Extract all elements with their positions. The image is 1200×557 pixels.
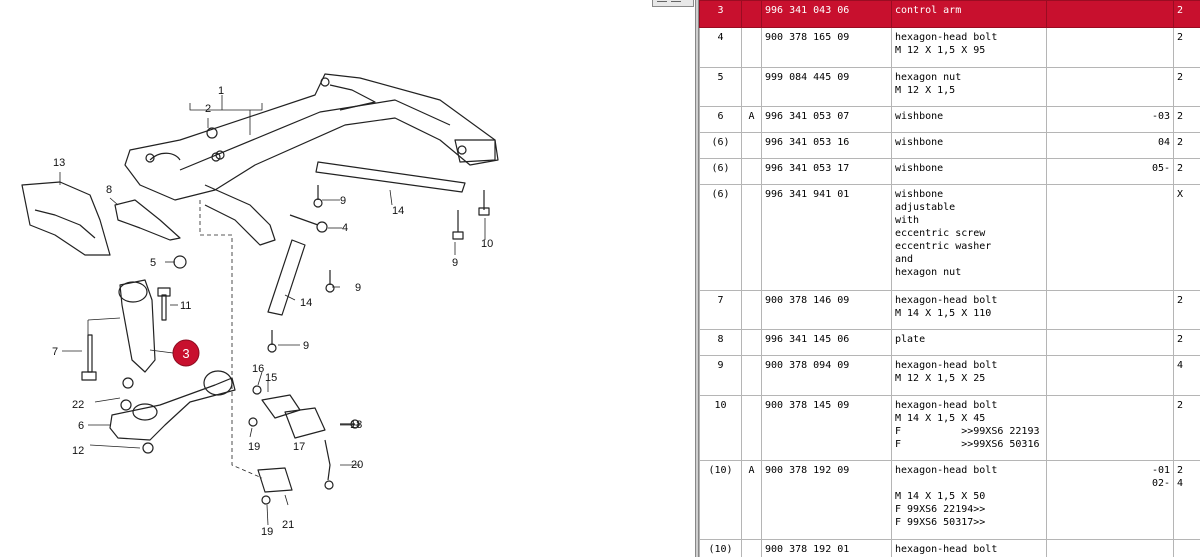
remark-cell xyxy=(1047,185,1174,291)
description-line: hexagon nut xyxy=(895,72,962,83)
note-cell xyxy=(742,291,762,330)
description-line: hexagon-head bolt xyxy=(895,465,998,476)
quantity-cell xyxy=(1174,68,1200,107)
parts-table xyxy=(699,0,1200,557)
quantity-line: 2 xyxy=(1177,400,1184,411)
callout-3-label: 3 xyxy=(182,346,190,361)
quantity-line xyxy=(1177,543,1197,556)
note-cell xyxy=(742,28,762,68)
callout-14-lower: 14 xyxy=(300,297,313,309)
description-line: M 12 X 1,5 X 25 xyxy=(895,373,986,384)
note-cell xyxy=(742,1,762,28)
quantity-line: 2 xyxy=(1177,334,1184,345)
description-line: hexagon-head bolt xyxy=(895,32,998,43)
remark-cell xyxy=(1047,461,1174,540)
description-cell xyxy=(892,461,1047,540)
remark-line: 05- xyxy=(1151,163,1170,174)
quantity-line: 2 xyxy=(1177,32,1184,43)
callout-19-upper: 19 xyxy=(248,441,261,453)
quantity-cell xyxy=(1174,291,1200,330)
description-cell xyxy=(892,68,1047,107)
position-cell: 8 xyxy=(700,330,742,356)
remark-line xyxy=(1050,4,1170,17)
description-line: M 12 X 1,5 X 95 xyxy=(895,45,986,56)
fasteners-drawing xyxy=(82,128,489,504)
callout-5: 5 xyxy=(150,257,157,269)
part-row[interactable] xyxy=(700,330,1200,356)
part-row[interactable] xyxy=(700,396,1200,461)
part-row[interactable] xyxy=(700,461,1200,540)
remark-cell xyxy=(1047,68,1174,107)
part-number-cell: 999 084 445 09 xyxy=(762,68,892,107)
callout-2: 2 xyxy=(205,103,212,115)
callout-18: 18 xyxy=(350,419,363,431)
description-line: F >>99XS6 50316 xyxy=(895,439,1040,450)
description-line: hexagon nut xyxy=(895,267,962,278)
brace-upper-drawing xyxy=(316,162,465,192)
remark-cell xyxy=(1047,291,1174,330)
part-number-cell: 996 341 941 01 xyxy=(762,185,892,291)
part-number-cell: 900 378 192 09 xyxy=(762,461,892,540)
position-cell: (6) xyxy=(700,185,742,291)
callout-3-highlight[interactable] xyxy=(150,340,199,366)
quantity-line: 2 xyxy=(1177,163,1184,174)
quantity-cell xyxy=(1174,185,1200,291)
part-number-cell: 996 341 053 16 xyxy=(762,133,892,159)
part-row[interactable] xyxy=(700,1,1200,28)
description-cell xyxy=(892,185,1047,291)
position-cell: 4 xyxy=(700,28,742,68)
note-cell xyxy=(742,356,762,396)
callout-9-upper: 9 xyxy=(340,195,347,207)
window-restore-button[interactable] xyxy=(652,0,694,7)
remark-cell xyxy=(1047,540,1174,557)
position-cell: (6) xyxy=(700,133,742,159)
note-cell xyxy=(742,540,762,557)
callout-11: 11 xyxy=(180,300,192,312)
quantity-cell xyxy=(1174,396,1200,461)
quantity-cell xyxy=(1174,159,1200,185)
description-line: eccentric screw xyxy=(895,228,986,239)
remark-cell xyxy=(1047,396,1174,461)
description-cell xyxy=(892,330,1047,356)
part-row[interactable] xyxy=(700,133,1200,159)
description-line: wishbone xyxy=(895,111,944,122)
callout-13: 13 xyxy=(53,157,66,169)
remark-cell xyxy=(1047,356,1174,396)
remark-line xyxy=(1050,333,1170,346)
remark-line xyxy=(1050,71,1170,84)
quantity-line: 2 xyxy=(1177,5,1184,16)
remark-line xyxy=(1050,359,1170,372)
description-line: M 14 X 1,5 X 110 xyxy=(895,308,992,319)
control-arm-drawing xyxy=(120,280,155,372)
plate-13-drawing xyxy=(22,182,113,255)
description-line: F 99XS6 50317>> xyxy=(895,517,986,528)
quantity-cell xyxy=(1174,28,1200,68)
description-cell xyxy=(892,159,1047,185)
description-line: hexagon-head bolt xyxy=(895,295,998,306)
description-cell xyxy=(892,356,1047,396)
callout-19-lower: 19 xyxy=(261,526,274,538)
remark-line: 02- xyxy=(1151,478,1170,489)
description-line: F >>99XS6 22193 xyxy=(895,426,1040,437)
quantity-line: 2 xyxy=(1177,72,1184,83)
remark-line xyxy=(1050,399,1170,412)
part-number-cell: 900 378 145 09 xyxy=(762,396,892,461)
part-row[interactable] xyxy=(700,28,1200,68)
part-row[interactable] xyxy=(700,159,1200,185)
button-line-icon xyxy=(657,1,667,5)
note-cell xyxy=(742,185,762,291)
part-number-cell: 900 378 146 09 xyxy=(762,291,892,330)
position-cell: 7 xyxy=(700,291,742,330)
callout-9-lower: 9 xyxy=(303,340,310,352)
callout-7: 7 xyxy=(52,346,59,358)
position-cell: 9 xyxy=(700,356,742,396)
callout-1: 1 xyxy=(218,85,225,97)
remark-line: 04 xyxy=(1157,137,1170,148)
note-cell: A xyxy=(742,461,762,540)
callout-22: 22 xyxy=(72,399,85,411)
note-cell xyxy=(742,133,762,159)
part-number-cell: 900 378 192 01 xyxy=(762,540,892,557)
note-cell xyxy=(742,330,762,356)
callout-9-mid: 9 xyxy=(355,282,362,294)
callout-14-upper: 14 xyxy=(392,205,405,217)
description-cell xyxy=(892,540,1047,557)
quantity-line: X xyxy=(1177,189,1184,200)
note-cell xyxy=(742,68,762,107)
remark-cell xyxy=(1047,1,1174,28)
remark-cell xyxy=(1047,159,1174,185)
description-line: M 14 X 1,5 X 50 xyxy=(895,491,986,502)
part-number-cell: 996 341 053 07 xyxy=(762,107,892,133)
description-line: hexagon-head bolt xyxy=(895,400,998,411)
note-cell xyxy=(742,396,762,461)
remark-line xyxy=(1050,543,1170,556)
remark-line xyxy=(1050,31,1170,44)
description-cell xyxy=(892,291,1047,330)
description-line: wishbone xyxy=(895,137,944,148)
part-number-cell: 996 341 145 06 xyxy=(762,330,892,356)
remark-line xyxy=(1050,294,1170,307)
description-line: control arm xyxy=(895,5,962,16)
note-cell xyxy=(742,159,762,185)
callout-20: 20 xyxy=(351,459,364,471)
remark-cell xyxy=(1047,28,1174,68)
description-line: wishbone xyxy=(895,189,944,200)
part-row[interactable] xyxy=(700,540,1200,557)
quantity-line: 2 xyxy=(1177,137,1184,148)
leader-lines xyxy=(60,95,485,525)
description-line: F 99XS6 22194>> xyxy=(895,504,986,515)
description-line: M 12 X 1,5 xyxy=(895,85,956,96)
quantity-cell xyxy=(1174,1,1200,28)
quantity-line: 4 xyxy=(1177,478,1184,489)
part-row[interactable] xyxy=(700,107,1200,133)
callout-15: 15 xyxy=(265,372,278,384)
description-line: and xyxy=(895,254,914,265)
quantity-cell xyxy=(1174,356,1200,396)
remark-cell xyxy=(1047,107,1174,133)
position-cell: 3 xyxy=(700,1,742,28)
quantity-line: 4 xyxy=(1177,360,1184,371)
quantity-cell xyxy=(1174,461,1200,540)
part-row[interactable] xyxy=(700,185,1200,291)
remark-line: -03 xyxy=(1151,111,1170,122)
description-line: wishbone xyxy=(895,163,944,174)
description-cell xyxy=(892,396,1047,461)
button-line-icon xyxy=(671,1,681,5)
part-number-cell: 996 341 053 17 xyxy=(762,159,892,185)
parts-list-panel xyxy=(699,0,1200,557)
description-line: M 14 X 1,5 X 45 xyxy=(895,413,986,424)
bracket-drawing xyxy=(262,395,300,418)
subframe-drawing xyxy=(125,74,498,245)
note-cell: A xyxy=(742,107,762,133)
quantity-cell xyxy=(1174,540,1200,557)
part-number-cell: 900 378 094 09 xyxy=(762,356,892,396)
quantity-cell xyxy=(1174,133,1200,159)
position-cell: (10) xyxy=(700,540,742,557)
position-cell: 5 xyxy=(700,68,742,107)
description-cell xyxy=(892,133,1047,159)
callout-10: 10 xyxy=(481,238,494,250)
description-line: adjustable xyxy=(895,202,956,213)
callout-16: 16 xyxy=(252,363,265,375)
quantity-cell xyxy=(1174,107,1200,133)
callout-17: 17 xyxy=(293,441,306,453)
callout-6: 6 xyxy=(78,420,85,432)
description-line xyxy=(895,477,1043,490)
part-row[interactable] xyxy=(700,68,1200,107)
part-row[interactable] xyxy=(700,291,1200,330)
quantity-line: 2 xyxy=(1177,465,1184,476)
part-number-cell: 900 378 165 09 xyxy=(762,28,892,68)
description-cell xyxy=(892,28,1047,68)
callout-12: 12 xyxy=(72,445,85,457)
remark-cell xyxy=(1047,133,1174,159)
position-cell: 6 xyxy=(700,107,742,133)
remark-line xyxy=(1050,188,1170,201)
quantity-cell xyxy=(1174,330,1200,356)
quantity-line: 2 xyxy=(1177,111,1184,122)
description-cell xyxy=(892,107,1047,133)
callout-4: 4 xyxy=(342,222,349,234)
callout-9-right: 9 xyxy=(452,257,459,269)
plate-8-drawing xyxy=(115,200,180,240)
description-line: plate xyxy=(895,334,926,345)
description-cell xyxy=(892,1,1047,28)
quantity-line: 2 xyxy=(1177,295,1184,306)
description-line: eccentric washer xyxy=(895,241,992,252)
description-line: hexagon-head bolt xyxy=(895,544,998,555)
description-line: hexagon-head bolt xyxy=(895,360,998,371)
part-row[interactable] xyxy=(700,356,1200,396)
position-cell: (6) xyxy=(700,159,742,185)
description-line: with xyxy=(895,215,920,226)
callout-8: 8 xyxy=(106,184,113,196)
position-cell: (10) xyxy=(700,461,742,540)
remark-line: -01 xyxy=(1151,465,1170,476)
remark-cell xyxy=(1047,330,1174,356)
part-number-cell: 996 341 043 06 xyxy=(762,1,892,28)
callout-21: 21 xyxy=(282,519,295,531)
position-cell: 10 xyxy=(700,396,742,461)
